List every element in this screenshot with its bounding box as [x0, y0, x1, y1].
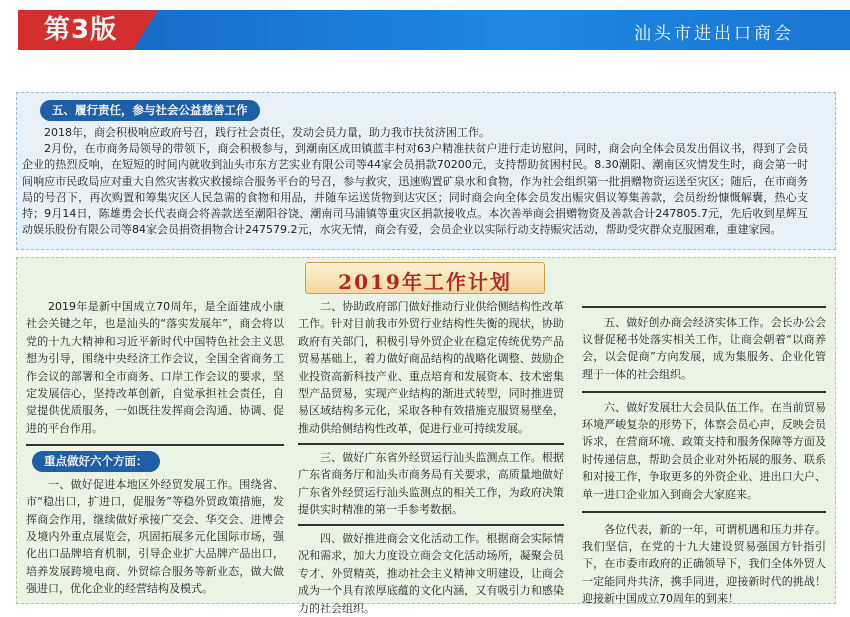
plan-item-6: 六、做好发展壮大会员队伍工作。在当前贸易环境严峻复杂的形势下，体察会员心声，反映会员诉求，在营商环境、政策支持和服务保障等方面及时传递信息，帮助会员企业对外拓展的服务、联系和对接工作，争取更多的外资企业、进出口大户、单一进口企业加入到商会大家庭来。: [582, 400, 826, 501]
plan-column-3: [582, 306, 826, 608]
column-divider: [582, 511, 826, 513]
section5-paragraph: 2018年，商会积极响应政府号召，践行社会责任，发动会员力量，助力我市扶贫济困工作。: [44, 126, 490, 139]
plan-item-1: 一、做好促进本地区外经贸发展工作。围绕省、市“稳出口，扩进口，促服务”等稳外贸政策措施，发挥商会作用，继续做好承接广交会、华交会、进博会及境内外重点展览会，巩固拓展多元化国际市场，强化出口品牌培育机制，引导企业扩大品牌产品出口，培养发展跨境电商、外贸综合服务等新业态，做大做强进口，优化企业的经营结构及模式。: [26, 477, 284, 596]
plan-item-5: 五、做好创办商会经济实体工作。会长办公会议督促秘书处落实相关工作，让商会朝着“以商养会，以会促商”方向发展，成为集服务、企业化管理于一体的社会组织。: [582, 315, 826, 381]
section5-paragraph: 2月份，在市商务局领导的带领下，商会积极参与，到潮南区成田镇蓝丰村对63户精准扶贫户进行走访慰问，同时，商会向全体会员发出倡议书，得到了会员企业的热烈反响，在短短的时间内就收到汕头市东方艺实业有限公司等44家会员捐款70200元，支持帮助贫困村民。8.30潮阳、潮南区灾情发生时，商会第一时间响应市民政局应对重大自然灾害救灾救援综合服务平台的号召，参与救灾，迅速购置矿泉水和食物，作为社会组织第一批捐赠物资运送至灾区；随后，在市商务局的号召下，再次购置和筹集灾区人民急需的食物和用品，并随车运送货物到达灾区；同时商会向全体会员发出赈灾倡议筹集善款，会员纷纷慷慨解囊，热心支持；9月14日，陈雄勇会长代表商会将善款送至潮阳谷饶、潮南司马浦镇等重灾区捐款接收点。本次善举商会捐赠物资及善款合计247805.7元，先后收到星辉互动娱乐股份有限公司等84家会员捐资捐物合计247579.2元，水灾无情，商会有爱，会员企业以实际行动支持赈灾活动，帮助受灾群众克服困难，重建家园。: [22, 142, 808, 237]
plan-intro: 2019年是新中国成立70周年，是全面建成小康社会关键之年，也是汕头的“落实发展年”，商会将以党的十九大精神和习近平新时代中国特色社会主义思想为引导，围绕中央经济工作会议，全国全省商务工作会议的部署和全市商务、口岸工作会议的要求，坚定发展信心，坚持改革创新，自觉承担社会责任，自觉提供优质服务，一如既往发挥商会沟通、协调、促进的平台作用。: [26, 300, 284, 435]
plan-item-4: 四、做好推进商会文化活动工作。根据商会实际情况和需求，加大力度设立商会文化活动场所，凝聚会员专才、外贸精英，推动社会主义精神文明建设，让商会成为一个具有浓厚底蕴的文化内涵，又有吸引力和感染力的社会组织。: [298, 531, 564, 615]
column-divider: [582, 391, 826, 393]
plan-column-1: [26, 298, 284, 598]
page-header: [0, 0, 850, 58]
column-divider: [26, 444, 284, 446]
column-divider: [582, 306, 826, 308]
section5-body: [22, 125, 808, 238]
column-divider: [298, 443, 564, 445]
issue-label: 第3版: [44, 15, 118, 45]
section5-heading: 五、履行责任，参与社会公益慈善工作: [40, 100, 260, 121]
plan-item-2: 二、协助政府部门做好推动行业供给侧结构性改革工作。针对目前我市外贸行业结构性失衡的现状，协助政府有关部门，积极引导外贸企业在稳定传统优势产品贸易基础上，着力做好商品结构的战略化调整、鼓励企业投资高新科技产业、重点培育和发展资本、技术密集型产品贸易，实现产业结构的渐进式转型，同时推进贸易区域结构多元化，采取各种有效措施克服贸易壁垒，推动供给侧结构性改革，促进行业可持续发展。: [298, 300, 564, 435]
plan-item-3: 三、做好广东省外经贸运行汕头监测点工作。根据广东省商务厅和汕头市商务局有关要求，高质量地做好广东省外经贸运行汕头监测点的相关工作，为政府决策提供实时精准的第一手参考数据。: [298, 450, 564, 516]
plan-title-banner: [305, 262, 545, 294]
plan-column-2: [298, 298, 564, 617]
focus-heading: 重点做好六个方面：: [32, 451, 160, 472]
plan-closing: 各位代表，新的一年，可谓机遇和压力并存。我们坚信，在党的十九大建设贸易强国方针指引下，在市委市政府的正确领导下，我们全体外贸人一定能同舟共济，携手同进，迎接新时代的挑战！迎接新中国成立70周年的到来！: [582, 522, 826, 606]
column-divider: [298, 524, 564, 526]
plan-title: 2019年工作计划: [338, 270, 512, 294]
org-name: 汕头市进出口商会: [634, 24, 794, 44]
